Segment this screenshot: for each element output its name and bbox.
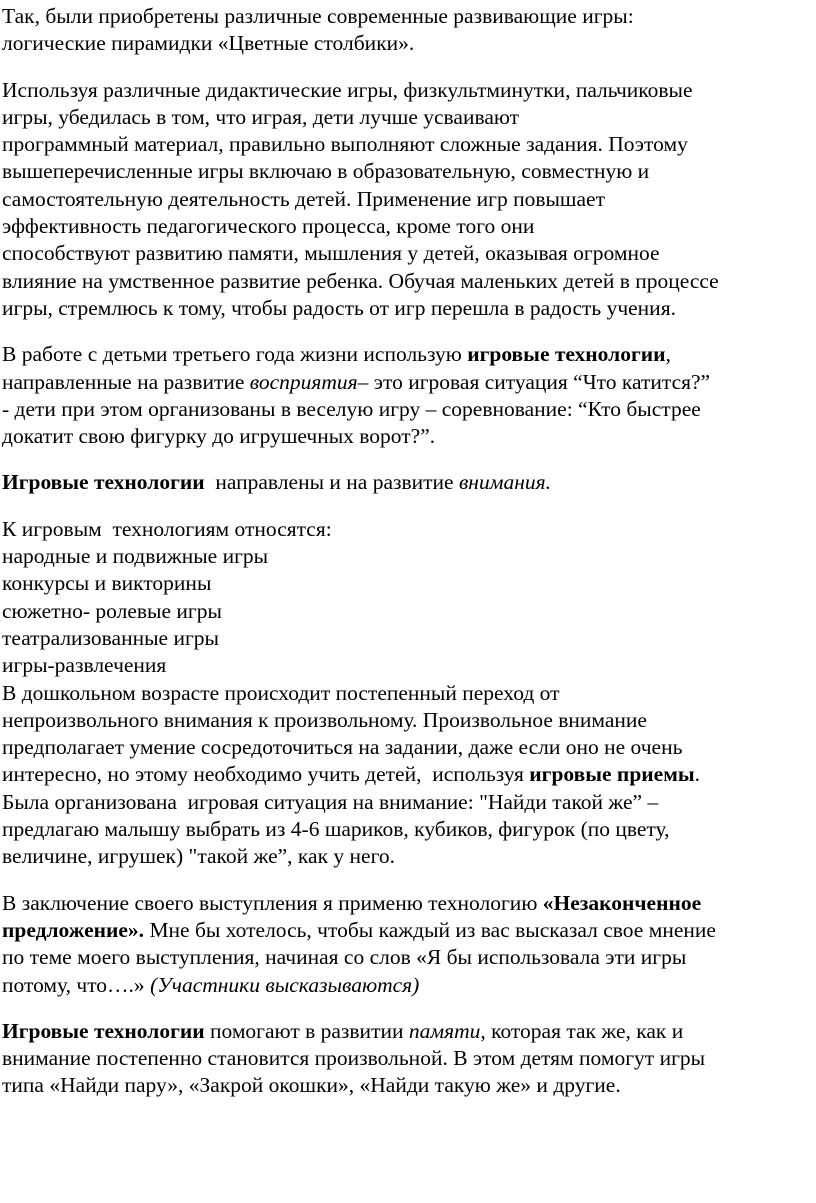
text-line: - дети при этом организованы в веселую игру – соревнование: “Кто быстрее — [2, 396, 701, 421]
text-line: эффективность педагогического процесса, кроме того они — [2, 214, 535, 239]
text-line: игры, стремлюсь к тому, чтобы радость от игр перешла в радость учения. — [2, 295, 676, 320]
text-line: логические пирамидки «Цветные столбики». — [2, 31, 415, 56]
text-line: влияние на умственное развитие ребенка. Обучая маленьких детей в процессе — [2, 268, 719, 293]
text-run: В работе с детьми третьего года жизни использую — [2, 342, 468, 367]
text-line: по теме моего выступления, начиная со слов «Я бы использовала эти игры — [2, 945, 687, 970]
text-line: Была организована игровая ситуация на внимание: "Найди такой же” – — [2, 789, 659, 814]
text-line — [2, 917, 812, 944]
italic-term: внимания. — [458, 470, 551, 495]
bold-term: Игровые технологии — [2, 1018, 205, 1043]
bold-term: «Незаконченное — [542, 890, 702, 915]
text-line: самостоятельную деятельность детей. Применение игр повышает — [2, 186, 605, 211]
bold-term: игровые технологии — [467, 342, 666, 367]
list-intro: К игровым технологиям относятся: — [2, 516, 332, 541]
text-run: Мне бы хотелось, чтобы каждый из вас высказал свое мнение — [144, 917, 716, 942]
text-run: направленные на развитие — [2, 369, 250, 394]
bold-term: предложение». — [2, 917, 145, 942]
text-line: Так, были приобретены различные современные развивающие игры: — [2, 4, 634, 28]
paragraph-conclusion — [2, 890, 812, 999]
text-line — [2, 469, 812, 496]
text-line: способствуют развитию памяти, мышления у детей, оказывая огромное — [2, 241, 660, 266]
italic-term: восприятия — [249, 369, 358, 394]
italic-term: (Участники высказываются) — [150, 972, 420, 997]
text-line — [2, 341, 812, 368]
document-page — [2, 3, 812, 1119]
text-line — [2, 890, 812, 917]
text-line: непроизвольного внимания к произвольному. Произвольное внимание — [2, 707, 647, 732]
italic-term: памяти — [408, 1018, 481, 1043]
paragraph-memory — [2, 1018, 812, 1100]
bold-term: игровые приемы — [529, 762, 695, 787]
paragraph-intro — [2, 3, 812, 58]
text-run: потому, что….» — [2, 972, 151, 997]
list-item: народные и подвижные игры — [2, 544, 269, 569]
paragraph-didactic-games — [2, 77, 812, 323]
text-line: игры, убедилась в том, что играя, дети лучше усваивают — [2, 104, 520, 129]
paragraph-game-types — [2, 516, 812, 871]
text-run: интересно, но этому необходимо учить детей, используя — [2, 762, 530, 787]
text-line: величине, игрушек) "такой же”, как у него. — [2, 844, 395, 869]
text-line: Используя различные дидактические игры, физкультминутки, пальчиковые — [2, 77, 693, 102]
text-run: В заключение своего выступления я применю технологию — [2, 890, 543, 915]
paragraph-perception — [2, 341, 812, 450]
text-run: . — [694, 762, 701, 787]
text-line — [2, 1018, 812, 1045]
text-run: направлены и на развитие — [204, 470, 459, 495]
text-line: предполагает умение сосредоточиться на задании, даже если оно не очень — [2, 735, 683, 760]
text-line: В дошкольном возрасте происходит постепенный переход от — [2, 680, 560, 705]
text-line: вышеперечисленные игры включаю в образовательную, совместную и — [2, 159, 650, 184]
list-item: игры-развлечения — [2, 653, 167, 678]
paragraph-attention — [2, 469, 812, 496]
text-line — [2, 761, 812, 788]
list-item: сюжетно- ролевые игры — [2, 598, 222, 623]
text-line: внимание постепенно становится произвольной. В этом детям помогут игры — [2, 1046, 706, 1071]
text-run: , — [665, 342, 671, 367]
text-line — [2, 972, 812, 999]
text-run: помогают в развитии — [204, 1018, 409, 1043]
text-line: типа «Найди пару», «Закрой окошки», «Найди такую же» и другие. — [2, 1073, 621, 1098]
bold-term: Игровые технологии — [2, 470, 205, 495]
text-line: предлагаю малышу выбрать из 4-6 шариков, кубиков, фигурок (по цвету, — [2, 817, 670, 842]
text-line — [2, 369, 812, 396]
text-run: , которая так же, как и — [480, 1018, 684, 1043]
text-run: – это игровая ситуация “Что катится?” — [357, 369, 711, 394]
list-item: конкурсы и викторины — [2, 571, 212, 596]
text-line: программный материал, правильно выполняют сложные задания. Поэтому — [2, 132, 688, 157]
list-item: театрализованные игры — [2, 625, 219, 650]
text-line: докатит свою фигурку до игрушечных ворот?”. — [2, 424, 436, 449]
